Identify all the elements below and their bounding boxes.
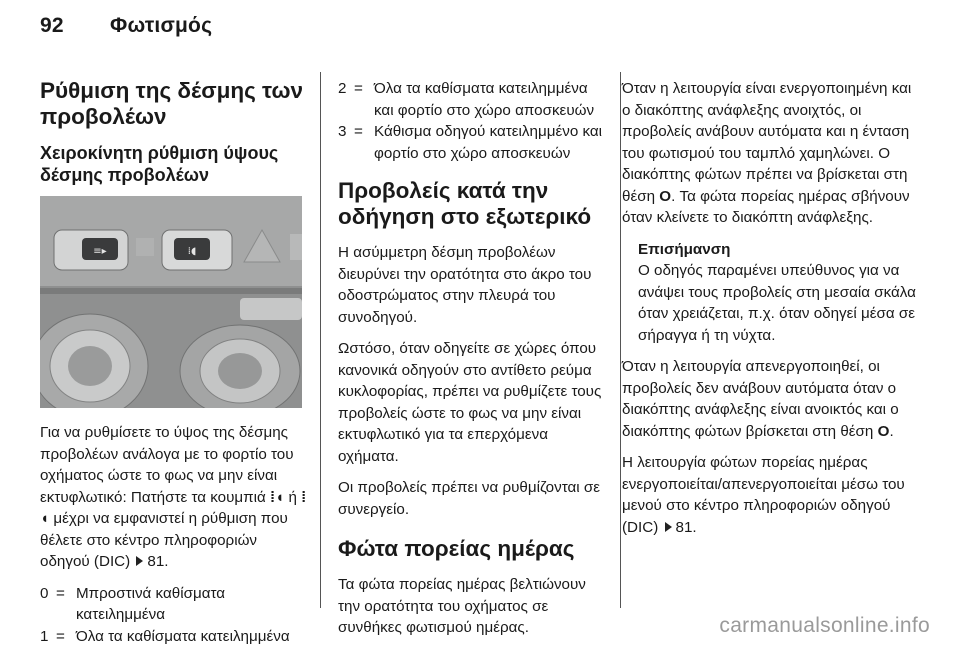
chapter-title: Φωτισμός [110,14,213,37]
para-drl-activated: Όταν η λειτουργία είναι ενεργοποιημένη και ο διακόπτης ανάφλεξης ανοιχτός, οι προβολείς ανάβουν αυτόματα και η ένταση του φωτισμού του ταμπλό χαμηλώνει. Ο διακόπτης φώτων πρέπει να βρίσκεται στη θέση O. Τα φώτα πορείας ημέρας σβήνουν όταν κλείνετε το διακόπτη ανάφλεξης. [622,80,912,226]
section-title-beam-adjustment: Ρύθμιση της δέσμης των προβολέων [40,78,303,129]
para-instructions: Για να ρυθμίσετε το ύψος της δέσμης προβολέων ανάλογα με το φορτίο του οχήματος ώστε το φως να μην είναι εκτυφλωτικό: Πατήστε τα κουμπιά ⁞◖ ή ⁞◖ μέχρι να εμφανιστεί η ρύθμιση που θέλετε στο κέντρο πληροφοριών οδηγού (DIC) 81. [40,424,307,570]
page-reference: 81. [675,518,697,536]
headlight-range-down-icon: ⁞◖ [270,488,285,506]
setting-list-part1 [40,583,308,648]
list-item: 0 = Μπροστινά καθίσματα κατειλημμένα [40,584,226,623]
column-right [622,78,922,548]
column-divider [620,72,621,608]
subsection-title-manual-range: Χειροκίνητη ρύθμιση ύψους δέσμης προβολέων [40,143,279,185]
para-workshop: Οι προβολείς πρέπει να ρυθμίζονται σε συνεργείο. [338,479,601,518]
list-item: 2 = Όλα τα καθίσματα κατειλημμένα και φορτίο στο χώρο αποσκευών [338,80,595,119]
page-reference-icon [665,522,672,532]
headlight-range-up-icon: ⁞◖ [40,488,307,527]
section-title-daytime-running-lights: Φώτα πορείας ημέρας [338,536,575,561]
list-item: 1 = Όλα τα καθίσματα κατειλημμένα [40,627,290,645]
para-drl-deactivated: Όταν η λειτουργία απενεργοποιηθεί, οι προβολείς δεν ανάβουν αυτόματα όταν ο διακόπτης ανάφλεξης είναι ανοικτός και ο διακόπτης φώτων βρίσκεται στη θέση O. [622,358,899,440]
note-body: Ο οδηγός παραμένει υπεύθυνος για να ανάψει τους προβολείς στη μεσαία σκάλα όταν χρειάζεται, π.χ. όταν οδηγεί μέσα σε σήραγγα ή τη νύχτα. [638,262,916,344]
column-divider [320,72,321,608]
page-reference: 81. [147,553,169,570]
section-title-driving-abroad: Προβολείς κατά την οδήγηση στο εξωτερικό [338,178,592,229]
para-drl-intro: Τα φώτα πορείας ημέρας βελτιώνουν την ορατότητα του οχήματος σε συνθήκες φωτισμού ημέρας. [338,576,586,636]
para-asymmetric-beam: Η ασύμμετρη δέσμη προβολέων διευρύνει την ορατότητα στο άκρο του οδοστρώματος στην πλευρά του συνοδηγού. [338,244,592,326]
list-item: 3 = Κάθισμα οδηγού κατειλημμένο και φορτίο στο χώρο αποσκευών [338,123,603,162]
para-drl-menu: Η λειτουργία φώτων πορείας ημέρας ενεργοποιείται/απενεργοποιείται μέσω του μενού στο κέντρο πληροφοριών οδηγού (DIC) 81. [622,454,905,536]
svg-text:≡▸: ≡▸ [93,246,107,257]
page-header [40,14,212,38]
page-reference-icon [136,556,143,566]
column-middle [338,78,606,649]
para-abroad-adjust: Ωστόσο, όταν οδηγείτε σε χώρες όπου κανονικά οδηγούν στο αντίθετο ρεύμα κυκλοφορίας, πρέπει να ρυθμίζετε τους προβολείς ώστε το φως να μην είναι εκτυφλωτικό για τα επερχόμενα οχήματα. [338,340,602,465]
watermark: carmanualsonline.info [719,614,930,637]
note-title: Επισήμανση [638,240,731,258]
light-switch-off-icon: O [877,422,890,440]
svg-text:⁞◖: ⁞◖ [187,246,197,257]
page-number: 92 [40,14,64,37]
light-switch-off-icon: O [659,187,672,205]
dashboard-photo [40,196,302,408]
column-left [40,78,308,651]
setting-list-part2 [338,78,606,164]
